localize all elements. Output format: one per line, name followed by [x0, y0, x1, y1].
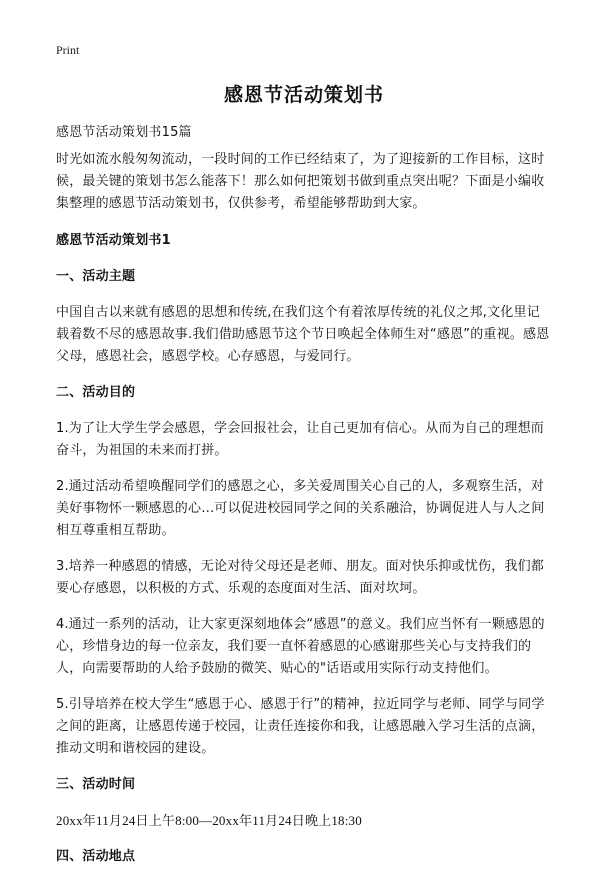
document-body: [56, 149, 552, 882]
section-location: [56, 846, 552, 868]
section-paragraph: 中国自古以来就有感恩的思想和传统,在我们这个有着浓厚传统的礼仪之邦,文化里记载着数不尽的感恩故事.我们借助感恩节这个节日唤起全体师生对“感恩”的重视。感恩父母，感恩社会，感恩学校。心存感恩，与爱同行。: [56, 305, 550, 364]
section-paragraph: 20xx年11月24日上午8:00—20xx年11月24日晚上18:30: [56, 813, 362, 828]
section-heading: 二、活动目的: [56, 385, 136, 400]
print-link[interactable]: Print: [56, 43, 80, 57]
section-heading: 一、活动主题: [56, 269, 136, 284]
section-paragraph: 4.通过一系列的活动，让大家更深刻地体会“感恩”的意义。我们应当怀有一颗感恩的心，珍惜身边的每一位亲友，我们要一直怀着感恩的心感谢那些关心与支持我们的人，向需要帮助的人给予鼓励的微笑、贴心的"话语或用实际行动支持他们。: [56, 617, 545, 676]
intro-paragraph: 时光如流水般匆匆流动，一段时间的工作已经结束了，为了迎接新的工作目标，这时候，最关键的策划书怎么能落下！那么如何把策划书做到重点突出呢？下面是小编收集整理的感恩节活动策划书，仅供参考，希望能够帮助到大家。: [56, 152, 545, 211]
section-paragraph: 5.引导培养在校大学生“感恩于心、感恩于行”的精神，拉近同学与老师、同学与同学之间的距离，让感恩传递于校园，让责任连接你和我，让感恩融入学习生活的点滴，推动文明和谐校园的建设。: [56, 697, 545, 756]
section-time: [56, 774, 552, 832]
document-subtitle: 感恩节活动策划书15篇: [56, 125, 192, 140]
section-paragraph: 3.培养一种感恩的情感，无论对待父母还是老师、朋友。面对快乐抑或忧伤，我们都要心存感恩，以积极的方式、乐观的态度面对生活、面对坎坷。: [56, 559, 545, 596]
page-title: 感恩节活动策划书: [223, 84, 384, 106]
plan-heading: 感恩节活动策划书1: [56, 233, 171, 248]
section-paragraph: 2.通过活动希望唤醒同学们的感恩之心，多关爱周围关心自己的人，多观察生活，对美好事物怀一颗感恩的心…可以促进校园同学之间的关系融洽，协调促进人与人之间相互尊重相互帮助。: [56, 479, 545, 538]
section-purpose: [56, 382, 552, 760]
section-heading: 三、活动时间: [56, 777, 136, 792]
section-theme: [56, 266, 552, 368]
section-heading: 四、活动地点: [56, 849, 136, 864]
section-paragraph: 1.为了让大学生学会感恩，学会回报社会，让自己更加有信心。从而为自己的理想而奋斗，为祖国的未来而打拼。: [56, 421, 545, 458]
